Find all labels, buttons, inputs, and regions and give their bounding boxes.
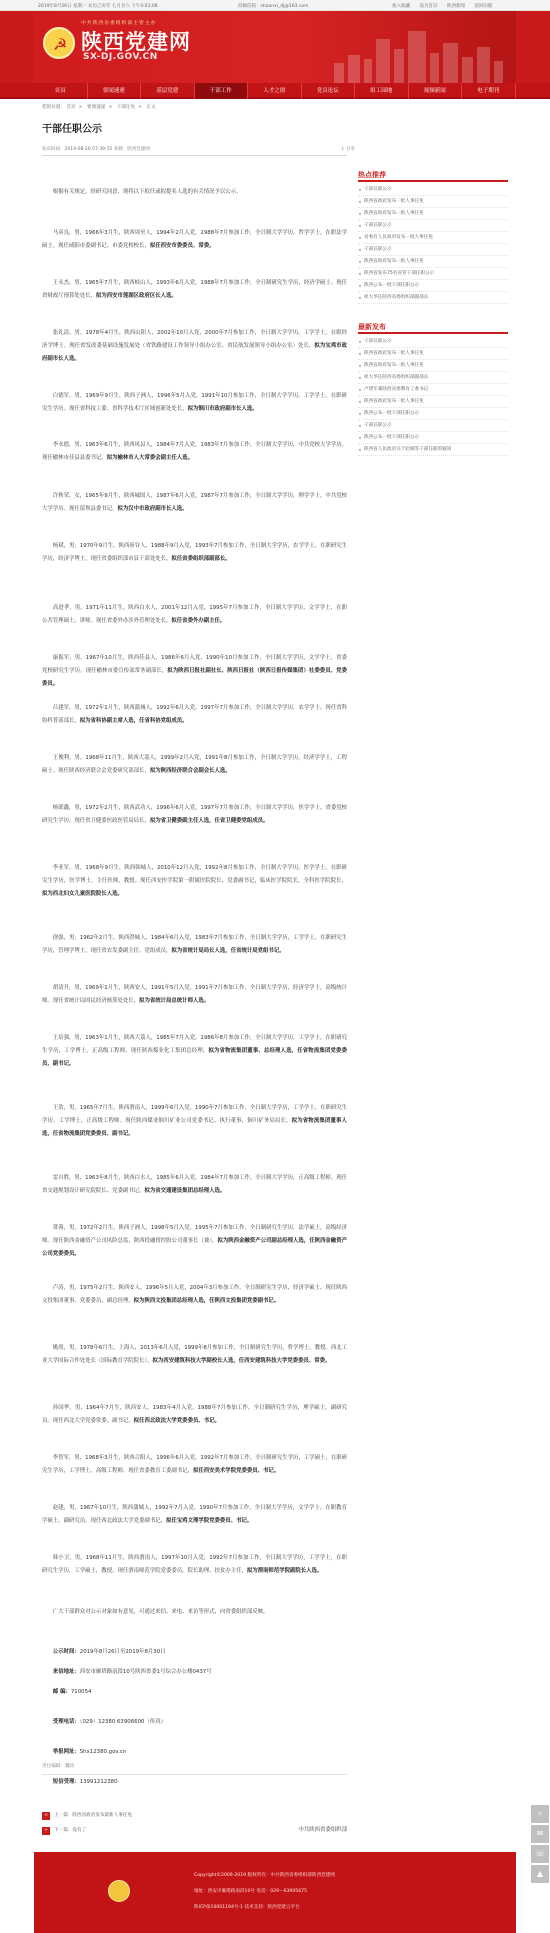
paragraph-text: 赵建，男，1967年10月生，陕西蒲城人，1992年7月入党，1990年7月参加工作，全日制大学学历，文学学士，在职教育学硕士，副研究员。现任西北政法大学党委副书记， bbox=[42, 1505, 347, 1524]
nav-video[interactable]: 视频新闻 bbox=[409, 83, 463, 99]
paragraph-text: 吕建军，男，1972年1月生，陕西蒲城人，1992年6月入党，1997年7月参加工作，全日制大学学历，农学学士。现任省科协科普部部长， bbox=[42, 705, 347, 724]
paragraph-text: 王培强，男，1963年1月生，陕西大荔人，1985年7月入党，1986年8月参加工作，全日制大学学历，工学学士，在职研究生学历，工学博士，正高级工程师。现任陕西煤业化工集团总经理， bbox=[42, 1035, 347, 1054]
paragraph-value: Shx12380.gov.cn bbox=[79, 1749, 127, 1755]
hot-list-item[interactable]: 陕西省政府发布一批人事任免 bbox=[358, 208, 508, 220]
message-icon[interactable]: ✉ bbox=[531, 1825, 549, 1843]
paragraph-emphasis: 公示时间： bbox=[52, 1649, 80, 1655]
article-paragraph bbox=[42, 752, 347, 778]
article-paragraph bbox=[42, 1686, 347, 1699]
paragraph-emphasis: 拟为渭南师范学院副院长人选。 bbox=[246, 1568, 323, 1574]
paragraph-text: 根据有关规定，经研究同意，现将以下拟任或拟提名人选的有关情况予以公示。 bbox=[52, 189, 242, 195]
hot-list-item[interactable]: 陕西省政府发布一批人事任免 bbox=[358, 196, 508, 208]
prev-article-link[interactable] bbox=[42, 1812, 347, 1820]
paragraph-emphasis: 拟为陕西日报社副社长、陕西日报社（陕西日报传媒集团）社委委员、党委委员。 bbox=[42, 668, 347, 687]
hot-title: 热点推荐 bbox=[358, 170, 508, 182]
paragraph-text: 王浩，男，1965年7月生，陕西渭南人，1999年6月入党，1990年7月参加工作，全日制大学学历，工学学士，在职研究生学历，工学博士，正高级工程师。现任陕西煤业铜川矿业公司党委书记、执行董事，铜川矿务局局长， bbox=[42, 1105, 347, 1124]
paragraph-emphasis: 邮 编： bbox=[52, 1689, 71, 1695]
site-title[interactable]: 陕西党建网 bbox=[81, 30, 191, 54]
article-paragraph bbox=[42, 1646, 347, 1659]
article-paragraph bbox=[42, 702, 347, 728]
breadcrumb-appointments[interactable]: 干部任免 bbox=[116, 105, 136, 110]
hot-list-item[interactable]: 陕西公布一批干部任职公示 bbox=[358, 280, 508, 292]
paragraph-emphasis: 拟任西北政法大学党委委员、书记。 bbox=[133, 1418, 220, 1424]
article-paragraph bbox=[42, 439, 347, 465]
paragraph-value: 西安市雁塔路南段10号陕西省委1号综合办公楼0437号 bbox=[79, 1669, 212, 1675]
paragraph-text: 李智军，男，1968年3月生，陕西合阳人，1996年6月入党，1992年7月参加工作，全日制研究生学历，工学硕士，在职研究生学历，工学博士，高级工程师。现任省委教育工委副书记， bbox=[42, 1455, 347, 1474]
hot-list-item[interactable]: 干部任职公示 bbox=[358, 220, 508, 232]
paragraph-emphasis: 拟为榆林市人大常委会副主任人选。 bbox=[106, 455, 193, 461]
paragraph-value: 2019年8月26日至2019年8月30日 bbox=[79, 1649, 166, 1655]
prev-text[interactable]: 上一篇：陕西省政府发布最新人事任免 bbox=[54, 1813, 133, 1818]
paragraph-text: 许秋荣，女，1965年9月生，陕西城固人，1987年6月入党，1987年7月参加工作，全日制大学学历，理学学士，中共党校大学学历。现任留坝县委书记， bbox=[42, 493, 347, 512]
next-tag: > bbox=[42, 1827, 50, 1835]
footer-address: 地址：西安市雁塔路南段10号 电话：029—63905675 bbox=[194, 1889, 307, 1894]
paragraph-text: 张礼清，男，1978年4月生，陕西山阳人，2002年10月入党，2000年7月参加工作，全日制大学学历，工学学士，在职经济学博士。现任省发改委基础设施发展处（省铁路建设工作领导小组办公室、省民航发展领导小组办公室）处长， bbox=[42, 330, 347, 349]
paragraph-text: 康振军，男，1967年10月生，陕西佳县人，1986年6月入党，1990年10月参加工作，全日制大学学历，文学学士，省委党校研究生学历。现任榆林市委宣传部常务副部长， bbox=[42, 655, 347, 674]
article-paragraph bbox=[42, 1606, 347, 1619]
submission-email[interactable]: 投稿信箱：shaanxi_dj@163.com bbox=[238, 4, 309, 9]
article-paragraph bbox=[42, 1746, 347, 1759]
article-paragraph bbox=[42, 652, 347, 691]
paragraph-text: 姚尚，男，1978年6月生，上海人，2013年6月入党，1999年8月参加工作，全日制研究生学历，哲学博士，教授。西北工业大学国际合作处处长（国际教育学院院长）， bbox=[42, 1345, 347, 1364]
footer-emblem-icon bbox=[108, 1880, 130, 1902]
new-list-item[interactable]: 陕西省人民政府关于赵刚等干部任职的通知 bbox=[358, 444, 508, 456]
paragraph-text: 常蓉，男，1972年2月生，陕西子洲人，1998年5月入党，1995年7月参加工作，全日制研究生学历，法学硕士，高级经济师。现任陕西金融资产公司风险总监，陕西投融资控股公司董事长（兼）， bbox=[42, 1225, 347, 1244]
site-banner bbox=[0, 11, 550, 83]
paragraph-emphasis: 拟为省物流集团董事人选，任省物流集团党委委员、副书记。 bbox=[42, 1118, 347, 1137]
breadcrumb-current: 正文 bbox=[146, 105, 156, 110]
article-paragraph bbox=[42, 277, 347, 303]
paragraph-emphasis: 拟任省委外办副主任。 bbox=[171, 618, 226, 624]
paragraph-emphasis: 举报网址： bbox=[52, 1749, 80, 1755]
share-icon: ⇪ bbox=[340, 147, 345, 152]
paragraph-emphasis: 拟为西安建筑科技大学副校长人选，任西安建筑科技大学党委委员、常委。 bbox=[152, 1358, 331, 1364]
article-paragraph bbox=[42, 1222, 347, 1261]
article-paragraph bbox=[42, 1716, 347, 1729]
article-paragraph bbox=[42, 1502, 347, 1528]
paragraph-text: 高进孝，男，1971年11月生，陕西白水人，2001年12月入党，1995年7月参加工作，全日制大学学历，文学学士，在职公共管理硕士，讲师。现任省委外办涉外管理处处长， bbox=[42, 605, 347, 624]
paragraph-text: 马彦良，男，1966年3月生，陕西周至人，1994年2月入党，1988年7月参加工作，全日制大学学历，哲学学士，在职法学硕士。现任咸阳市委副书记、市委党校校长， bbox=[42, 230, 347, 249]
editor-line bbox=[42, 1763, 347, 1775]
share-label: 分享 bbox=[346, 147, 355, 152]
article-title: 干部任职公示 bbox=[42, 124, 102, 135]
editor-text: 责任编辑：魏涛 bbox=[42, 1764, 75, 1769]
share-button[interactable] bbox=[341, 146, 355, 152]
article-paragraph bbox=[42, 932, 347, 958]
paragraph-emphasis: 拟为省交通建设集团总经理人选。 bbox=[144, 1188, 226, 1194]
article-paragraph bbox=[42, 862, 347, 901]
next-text[interactable]: 下一篇：没有了 bbox=[54, 1828, 87, 1833]
next-article-link[interactable] bbox=[42, 1827, 347, 1835]
breadcrumb-home[interactable]: 首页 bbox=[66, 105, 76, 110]
paragraph-text: 雷自胜，男，1963年8月生，陕西白水人，1985年6月入党，1984年7月参加工作，全日制大学学历，正高级工程师。现任省交通规划设计研究院院长、党委副书记， bbox=[42, 1175, 347, 1194]
hot-list-item[interactable]: 陕西省发布75名省管干部任职公示 bbox=[358, 268, 508, 280]
hot-list-item[interactable]: 侯大华任陕西省委组织部副部长 bbox=[358, 292, 508, 304]
article-paragraph bbox=[42, 1342, 347, 1368]
new-list-item[interactable]: 陕西公布一批干部任职公示 bbox=[358, 408, 508, 420]
prev-tag: < bbox=[42, 1812, 50, 1820]
article-paragraph bbox=[42, 327, 347, 366]
paragraph-emphasis: 拟任省委组织部副部长。 bbox=[171, 556, 231, 562]
paragraph-text: 徐强，男，1962年2月生，陕西澄城人，1984年6月入党，1983年7月参加工作，全日制大学学历，工学学士，在职研究生学历，管理学博士。现任省农发委副主任，党组成员， bbox=[42, 935, 347, 954]
side-tools bbox=[531, 1805, 549, 1885]
paragraph-text: 李永德，男，1963年6月生，陕西凤县人，1984年7月入党，1983年7月参加工作，全日制大学学历，中共党校大学学历。现任榆林市佳县县委书记， bbox=[42, 442, 347, 461]
party-emblem-icon[interactable]: ☭ bbox=[43, 27, 75, 59]
search-icon[interactable]: ⌕ bbox=[531, 1805, 549, 1823]
hot-list-item[interactable]: 干部任职公示 bbox=[358, 184, 508, 196]
shaanxi-news-link[interactable]: 陕西新闻 bbox=[446, 4, 465, 9]
paragraph-text: 卢涛，男，1975年2月生，陕西安人，1996年5月入党，2004年3月参加工作，全日制研究生学历，经济学硕士。现任陕西文投集团董事、党委委员，副总经理， bbox=[42, 1285, 347, 1304]
article-paragraph bbox=[42, 802, 347, 828]
article-meta bbox=[42, 146, 355, 156]
breadcrumb: 您的位置： 首页 > 要闻速递 > 干部任免 > 正文 bbox=[42, 105, 156, 110]
article-paragraph bbox=[42, 186, 347, 199]
new-list-item[interactable]: 干部任职公示 bbox=[358, 336, 508, 348]
paragraph-text: 白德军，男，1969年9月生，陕西子洲人，1996年5月入党，1991年10月参加工作，全日制大学学历，工学学士，在职研究生学历。现任省科技工委、省科学技术厅区域创新处处长， bbox=[42, 393, 347, 412]
paragraph-text: 广大干部群众对公示对象如有意见，可通过来信、来电、来访等形式，向省委组织部反映。 bbox=[52, 1609, 269, 1615]
footer bbox=[34, 1852, 516, 1933]
banner-inner bbox=[34, 11, 516, 83]
article-paragraph bbox=[42, 1452, 347, 1478]
paragraph-text: 李亚军，男，1968年9月生，陕西韩城人，2010年12月入党，1992年8月参加工作，全日制大学学历，医学学士，在职研究生学历，医学博士，主任医师，教授。现任西安医学院第一附属医院院长、党委副书记，临床医学院院长，全科医学院院长， bbox=[42, 865, 347, 884]
paragraph-text: 韩小卫，男，1968年11月生，陕西渭南人，1997年10月入党，1992年7月参加工作，全日制大学学历，工学学士，在职研究生学历，工学硕士，教授。现任渭南师范学院党委委员，院长助理、扶贫办主任， bbox=[42, 1555, 347, 1574]
paragraph-value: 710054 bbox=[70, 1689, 92, 1695]
footer-copyright: Copyright©2009-2019 版权所有：中共陕西省委组织部陕西党建网 bbox=[194, 1873, 335, 1878]
article-paragraph bbox=[42, 1552, 347, 1578]
new-list-item[interactable]: 陕西省政府发布一批人事任免 bbox=[358, 348, 508, 360]
paragraph-text: 胡清升，男，1969年1月生，陕西安人，1991年5月入党，1991年7月参加工作，全日制大学学历，经济学学士，高级统计师。现任省统计局国民经济核算处处长， bbox=[42, 985, 347, 1004]
paragraph-emphasis: 拟为省卫健委副主任人选，任省卫健委党组成员。 bbox=[149, 818, 269, 824]
paragraph-emphasis: 拟为陕西文投集团总经理人选，任陕西文投集团党委副书记。 bbox=[133, 1298, 280, 1304]
hot-list-item[interactable]: 干部任职公示 bbox=[358, 244, 508, 256]
paragraph-text: 杨斌，男，1970年9月生，陕西府谷人，1988年9月入党，1993年7月参加工作，全日制大学学历，农学学士，在职研究生学历，经济学博士。现任省委组织部市县干部处处长， bbox=[42, 543, 347, 562]
article-paragraph bbox=[42, 227, 347, 253]
paragraph-emphasis: 拟为铜川市政府副市长人选。 bbox=[187, 406, 258, 412]
article-paragraph bbox=[42, 1102, 347, 1141]
article-paragraph bbox=[42, 1402, 347, 1428]
article-paragraph bbox=[42, 1172, 347, 1198]
article-paragraph bbox=[42, 1776, 347, 1789]
paragraph-text: 杨联鑫，男，1972年2月生，陕西武功人，1996年6月入党，1997年7月参加工作，全日制大学学历，医学学士，省委党校研究生学历。现任省卫健委医政医管局局长， bbox=[42, 805, 347, 824]
new-list-item[interactable]: 侯大华任陕西省委组织部副部长 bbox=[358, 372, 508, 384]
nav-forum[interactable]: 党员论坛 bbox=[302, 83, 356, 99]
article-paragraph bbox=[42, 982, 347, 1008]
paragraph-emphasis: 受理电话： bbox=[52, 1719, 80, 1725]
article-paragraph bbox=[42, 1666, 347, 1679]
paragraph-emphasis: 拟为汉中市政府副市长人选。 bbox=[117, 506, 188, 512]
paragraph-emphasis: 拟为西安市莲湖区政府区长人选。 bbox=[95, 293, 177, 299]
signature-org: 中共陕西省委组织部 bbox=[298, 1827, 347, 1833]
hot-list-item[interactable]: 陕西省政府发布一批人事任免 bbox=[358, 256, 508, 268]
top-bar bbox=[0, 0, 550, 11]
new-list bbox=[358, 336, 508, 456]
paragraph-emphasis: 拟为省科协副主席人选，任省科协党组成员。 bbox=[79, 718, 188, 724]
breadcrumb-label: 您的位置 bbox=[42, 105, 61, 110]
paragraph-emphasis: 拟为省物流集团董事、总经理人选，任省物流集团党委委员、副书记。 bbox=[42, 1048, 347, 1067]
footer-icp[interactable]: 陕ICP备10001194号-1 技术支持：陕西党建云平台 bbox=[194, 1905, 300, 1910]
paragraph-emphasis: 拟任西安美术学院党委委员、书记。 bbox=[192, 1468, 280, 1474]
sidebar bbox=[358, 170, 508, 456]
paragraph-emphasis: 拟任宝鸡文理学院党委委员、书记。 bbox=[166, 1518, 253, 1524]
paragraph-text: 王俊利，男，1968年11月生，陕西大荔人，1999年2月入党，1991年8月参加工作，全日制大学学历，经济学学士，工程硕士。现任陕西经济联合会党委研究部部长， bbox=[42, 755, 347, 774]
new-title: 最新发布 bbox=[358, 322, 508, 334]
paragraph-emphasis: 拟为陕西金融资产公司副总经理人选，任陕西金融资产公司党委委员。 bbox=[42, 1238, 347, 1257]
paragraph-emphasis: 拟为省统计局总统计师人选。 bbox=[139, 998, 210, 1004]
add-favorite-link[interactable]: 加入收藏 bbox=[392, 4, 410, 9]
article-paragraph bbox=[42, 1032, 347, 1071]
article-paragraph bbox=[42, 602, 347, 628]
article-paragraph bbox=[42, 390, 347, 416]
nav-org-garden[interactable]: 组工园地 bbox=[355, 83, 409, 99]
new-list-item[interactable]: 陕西公布一批干部任职公示 bbox=[358, 432, 508, 444]
paragraph-emphasis: 短信受理： bbox=[52, 1779, 80, 1785]
paragraph-emphasis: 拟为省统计局局长人选，任省统计局党组书记。 bbox=[171, 948, 285, 954]
nav-grassroots[interactable]: 基层党建 bbox=[141, 83, 195, 99]
article-meta-text: 发布时间：2019-08-26 07:39:55 来源：陕西党建网 bbox=[42, 147, 150, 152]
article-paragraph bbox=[42, 540, 347, 566]
paragraph-emphasis: 拟为西北妇女儿童医院院长人选。 bbox=[42, 891, 123, 897]
banner-org-text: 中共陕西省委组织部主管主办 bbox=[81, 21, 157, 26]
paragraph-text: 王永杰，男，1965年7月生，陕西岐山人，1993年6月入党，1988年7月参加工作，全日制研究生学历，经济学硕士。现任省财政厅预算处处长， bbox=[42, 280, 347, 299]
paragraph-value: （029）12380 63906600（传真） bbox=[79, 1719, 166, 1725]
article-paragraph bbox=[42, 490, 347, 516]
paragraph-emphasis: 拟任西安市委委员、常委。 bbox=[149, 243, 215, 249]
date-text: 2019年8月26日 星期一 农历己亥年 七月廿六 下午4:03:08 bbox=[38, 4, 158, 9]
main-nav bbox=[0, 83, 550, 99]
site-domain: SX-DJ.GOV.CN bbox=[83, 52, 158, 62]
hot-list-item[interactable]: 省委有人民政府发布一批人事任免 bbox=[358, 232, 508, 244]
paragraph-value: 13991212380 bbox=[79, 1779, 118, 1785]
nav-ejournal[interactable]: 电子期刊 bbox=[462, 83, 516, 99]
city-skyline-image bbox=[324, 19, 516, 83]
nav-cadre-work[interactable]: 干部工作 bbox=[195, 83, 249, 99]
nav-news[interactable]: 要闻速递 bbox=[88, 83, 142, 99]
paragraph-text: 孙国华，男，1964年7月生，陕西安人，1983年4月入党，1988年7月参加工作，全日制研究生学历，理学硕士，副研究员。现任西北大学党委常委、副书记， bbox=[42, 1405, 347, 1424]
paragraph-emphasis: 拟为陕西经济联合会副会长人选。 bbox=[149, 768, 231, 774]
nav-home[interactable]: 首页 bbox=[34, 83, 88, 99]
article-paragraph bbox=[42, 1282, 347, 1308]
old-version-link[interactable]: 返回旧版 bbox=[474, 4, 493, 9]
new-list-item[interactable]: 陕西省政府发布一批人事任免 bbox=[358, 396, 508, 408]
chat-icon[interactable]: ☏ bbox=[531, 1845, 549, 1863]
set-homepage-link[interactable]: 设为首页 bbox=[419, 4, 438, 9]
paragraph-emphasis: 来信地址： bbox=[52, 1669, 80, 1675]
hot-list bbox=[358, 184, 508, 304]
new-list-item[interactable]: 陕西省政府发布一批人事任免 bbox=[358, 360, 508, 372]
paragraph-emphasis: 拟为宝鸡市政府副市长人选。 bbox=[42, 343, 347, 362]
back-to-top-icon[interactable]: ▲ bbox=[531, 1865, 549, 1883]
top-links bbox=[392, 3, 500, 9]
new-list-item[interactable]: 卢建军兼陕西省委教育工委书记 bbox=[358, 384, 508, 396]
new-list-item[interactable]: 干部任职公示 bbox=[358, 420, 508, 432]
breadcrumb-news[interactable]: 要闻速递 bbox=[86, 105, 106, 110]
nav-talent[interactable]: 人才之窗 bbox=[248, 83, 302, 99]
